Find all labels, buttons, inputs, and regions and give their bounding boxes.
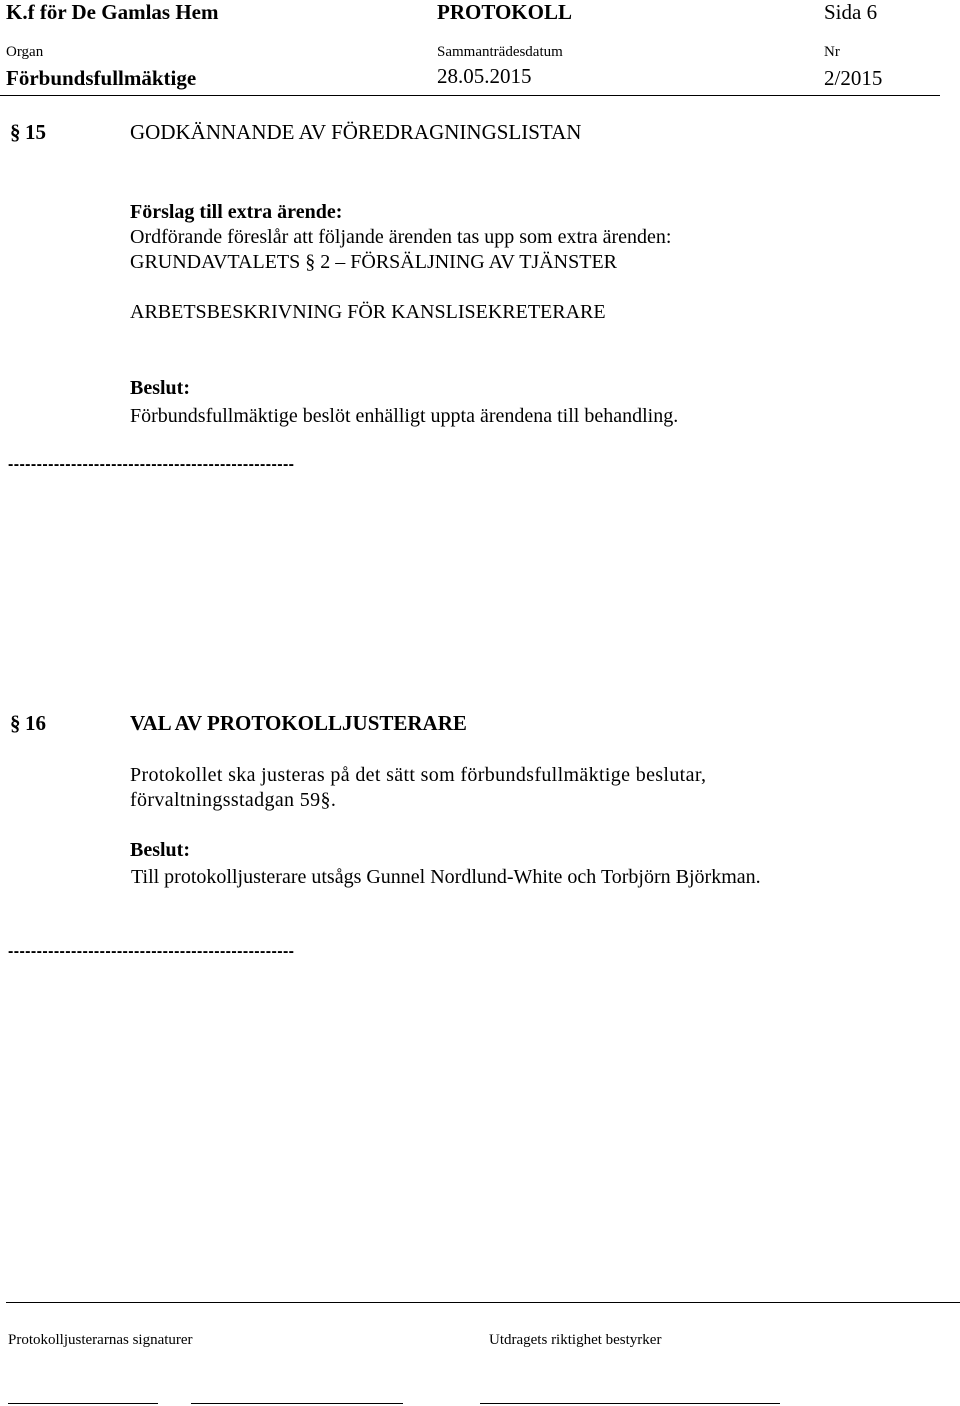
sentence-end: . [330,789,337,811]
nr-label: Nr [824,44,840,60]
organ-label: Organ [6,44,44,60]
adjustment-text-line-1: Protokollet ska justeras på det sätt som förbundsfullmäktige beslutar, [130,764,707,786]
extra-item-1-prefix: GRUNDAVTALETS [130,251,301,273]
decision-heading: Beslut: [130,377,190,399]
paragraph-symbol: § [305,251,316,273]
decision-text: Förbundsfullmäktige beslöt enhälligt uppta ärendena till behandling. [130,405,679,427]
proposal-text: Ordförande föreslår att följande ärenden tas upp som extra ärenden: [130,226,672,248]
paragraph-symbol: § [320,789,331,811]
separator: -------------------------------------------------- [8,456,295,473]
section-title: GODKÄNNANDE AV FÖREDRAGNINGSLISTAN [130,120,582,144]
organ-value: Förbundsfullmäktige [6,66,197,90]
signature-line-1 [8,1403,158,1404]
extra-item-1-suffix: 2 – FÖRSÄLJNING AV TJÄNSTER [320,251,617,273]
adjustment-text-line-2 [130,789,336,812]
document-type: PROTOKOLL [437,0,572,24]
decision-heading: Beslut: [130,839,190,861]
footer-rule [6,1302,960,1303]
extra-item-1 [130,251,617,274]
section-number: 16 [25,711,46,735]
extra-item-2: ARBETSBESKRIVNING FÖR KANSLISEKRETERARE [130,301,606,323]
section-number: 15 [25,120,46,144]
certify-signature-line [480,1403,780,1404]
date-label: Sammanträdesdatum [437,44,563,60]
meeting-date: 28.05.2015 [437,64,532,88]
signatures-label: Protokolljusterarnas signaturer [8,1332,193,1348]
organization-name: K.f för De Gamlas Hem [6,0,219,24]
protocol-number: 2/2015 [824,66,883,90]
section-title: VAL AV PROTOKOLLJUSTERARE [130,711,467,735]
proposal-heading: Förslag till extra ärende: [130,201,343,223]
certify-label: Utdragets riktighet bestyrker [489,1332,662,1348]
decision-text: Till protokolljusterare utsågs Gunnel Nordlund-White och Torbjörn Björkman. [131,866,761,888]
section-symbol: § [10,711,21,735]
statute-reference: förvaltningsstadgan 59 [130,789,321,811]
section-symbol: § [10,120,21,144]
separator: -------------------------------------------------- [8,943,295,960]
header-rule [0,95,940,96]
page-number: Sida 6 [824,0,878,24]
signature-line-2 [191,1403,403,1404]
